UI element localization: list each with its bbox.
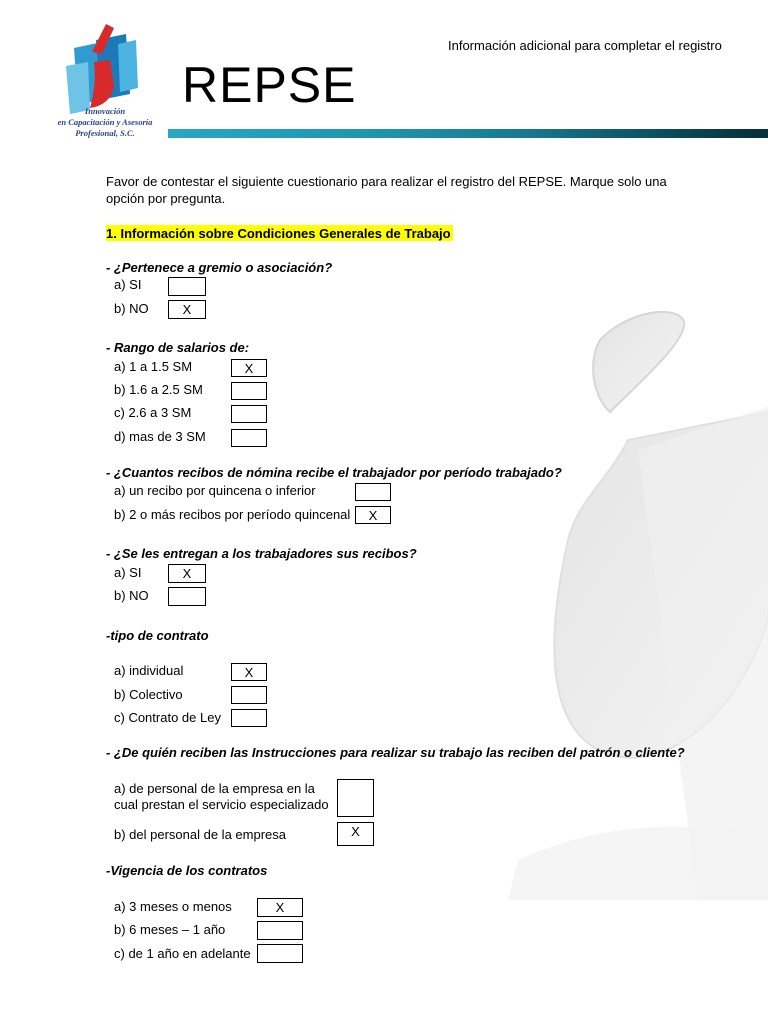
option-label: b) 1.6 a 2.5 SM: [114, 382, 203, 397]
question-prompt: - ¿Se les entregan a los trabajadores sus recibos?: [106, 546, 417, 561]
option-label: a) individual: [114, 663, 184, 678]
answer-box[interactable]: X: [168, 300, 206, 319]
option-label: a) 3 meses o menos: [114, 899, 232, 914]
option-label: b) Colectivo: [114, 687, 183, 702]
logo-caption-line: Innovación: [84, 106, 126, 116]
logo-caption-line: en Capacitación y Asesoría: [57, 117, 153, 127]
answer-box[interactable]: [168, 587, 206, 606]
page-title: REPSE: [182, 57, 357, 113]
question-prompt: - ¿De quién reciben las Instrucciones para realizar su trabajo las reciben del patrón o cliente?: [106, 745, 685, 760]
option-label: a) un recibo por quincena o inferior: [114, 483, 316, 498]
question-prompt: -Vigencia de los contratos: [106, 863, 268, 878]
answer-box[interactable]: [231, 709, 267, 727]
answer-box[interactable]: X: [168, 564, 206, 583]
option-label: b) 2 o más recibos por período quincenal: [114, 507, 351, 522]
option-label: c) Contrato de Ley: [114, 710, 221, 725]
question-prompt: - ¿Cuantos recibos de nómina recibe el trabajador por período trabajado?: [106, 465, 562, 480]
option-label: a) 1 a 1.5 SM: [114, 359, 193, 374]
answer-box[interactable]: X: [231, 359, 267, 377]
answer-box[interactable]: [168, 277, 206, 296]
answer-box[interactable]: X: [231, 663, 267, 681]
option-label: a) SI: [114, 565, 142, 580]
intro-line-1: Favor de contestar el siguiente cuestionario para realizar el registro del REPSE. Marque solo una: [106, 174, 667, 189]
header-divider-bar: [168, 129, 768, 138]
answer-box[interactable]: X: [355, 506, 391, 524]
option-label: b) 6 meses – 1 año: [114, 922, 226, 937]
option-label: b) del personal de la empresa: [114, 827, 286, 842]
answer-box[interactable]: [231, 382, 267, 400]
section-title: 1. Información sobre Condiciones Generales de Trabajo: [106, 226, 451, 241]
logo-caption: [30, 106, 180, 139]
answer-box[interactable]: [355, 483, 391, 501]
answer-box[interactable]: X: [337, 822, 374, 846]
watermark-logo-icon: [488, 300, 768, 900]
answer-box[interactable]: [231, 686, 267, 704]
answer-box[interactable]: [257, 944, 303, 963]
option-label: a) SI: [114, 277, 142, 292]
answer-box[interactable]: [231, 429, 267, 447]
header-note: Información adicional para completar el registro: [448, 38, 722, 53]
answer-box[interactable]: [231, 405, 267, 423]
answer-box[interactable]: [337, 779, 374, 817]
question-prompt: - ¿Pertenece a gremio o asociación?: [106, 260, 333, 275]
question-prompt: - Rango de salarios de:: [106, 340, 250, 355]
option-label: b) NO: [114, 588, 149, 603]
option-label-continued: cual prestan el servicio especializado: [114, 797, 329, 812]
option-label: d) mas de 3 SM: [114, 429, 206, 444]
question-prompt: -tipo de contrato: [106, 628, 209, 643]
option-label: c) de 1 año en adelante: [114, 946, 251, 961]
option-label: c) 2.6 a 3 SM: [114, 405, 192, 420]
answer-box[interactable]: [257, 921, 303, 940]
option-label: b) NO: [114, 301, 149, 316]
intro-line-2: opción por pregunta.: [106, 191, 226, 206]
logo-caption-line: Profesional, S.C.: [75, 128, 135, 138]
answer-box[interactable]: X: [257, 898, 303, 917]
option-label: a) de personal de la empresa en la: [114, 781, 315, 796]
